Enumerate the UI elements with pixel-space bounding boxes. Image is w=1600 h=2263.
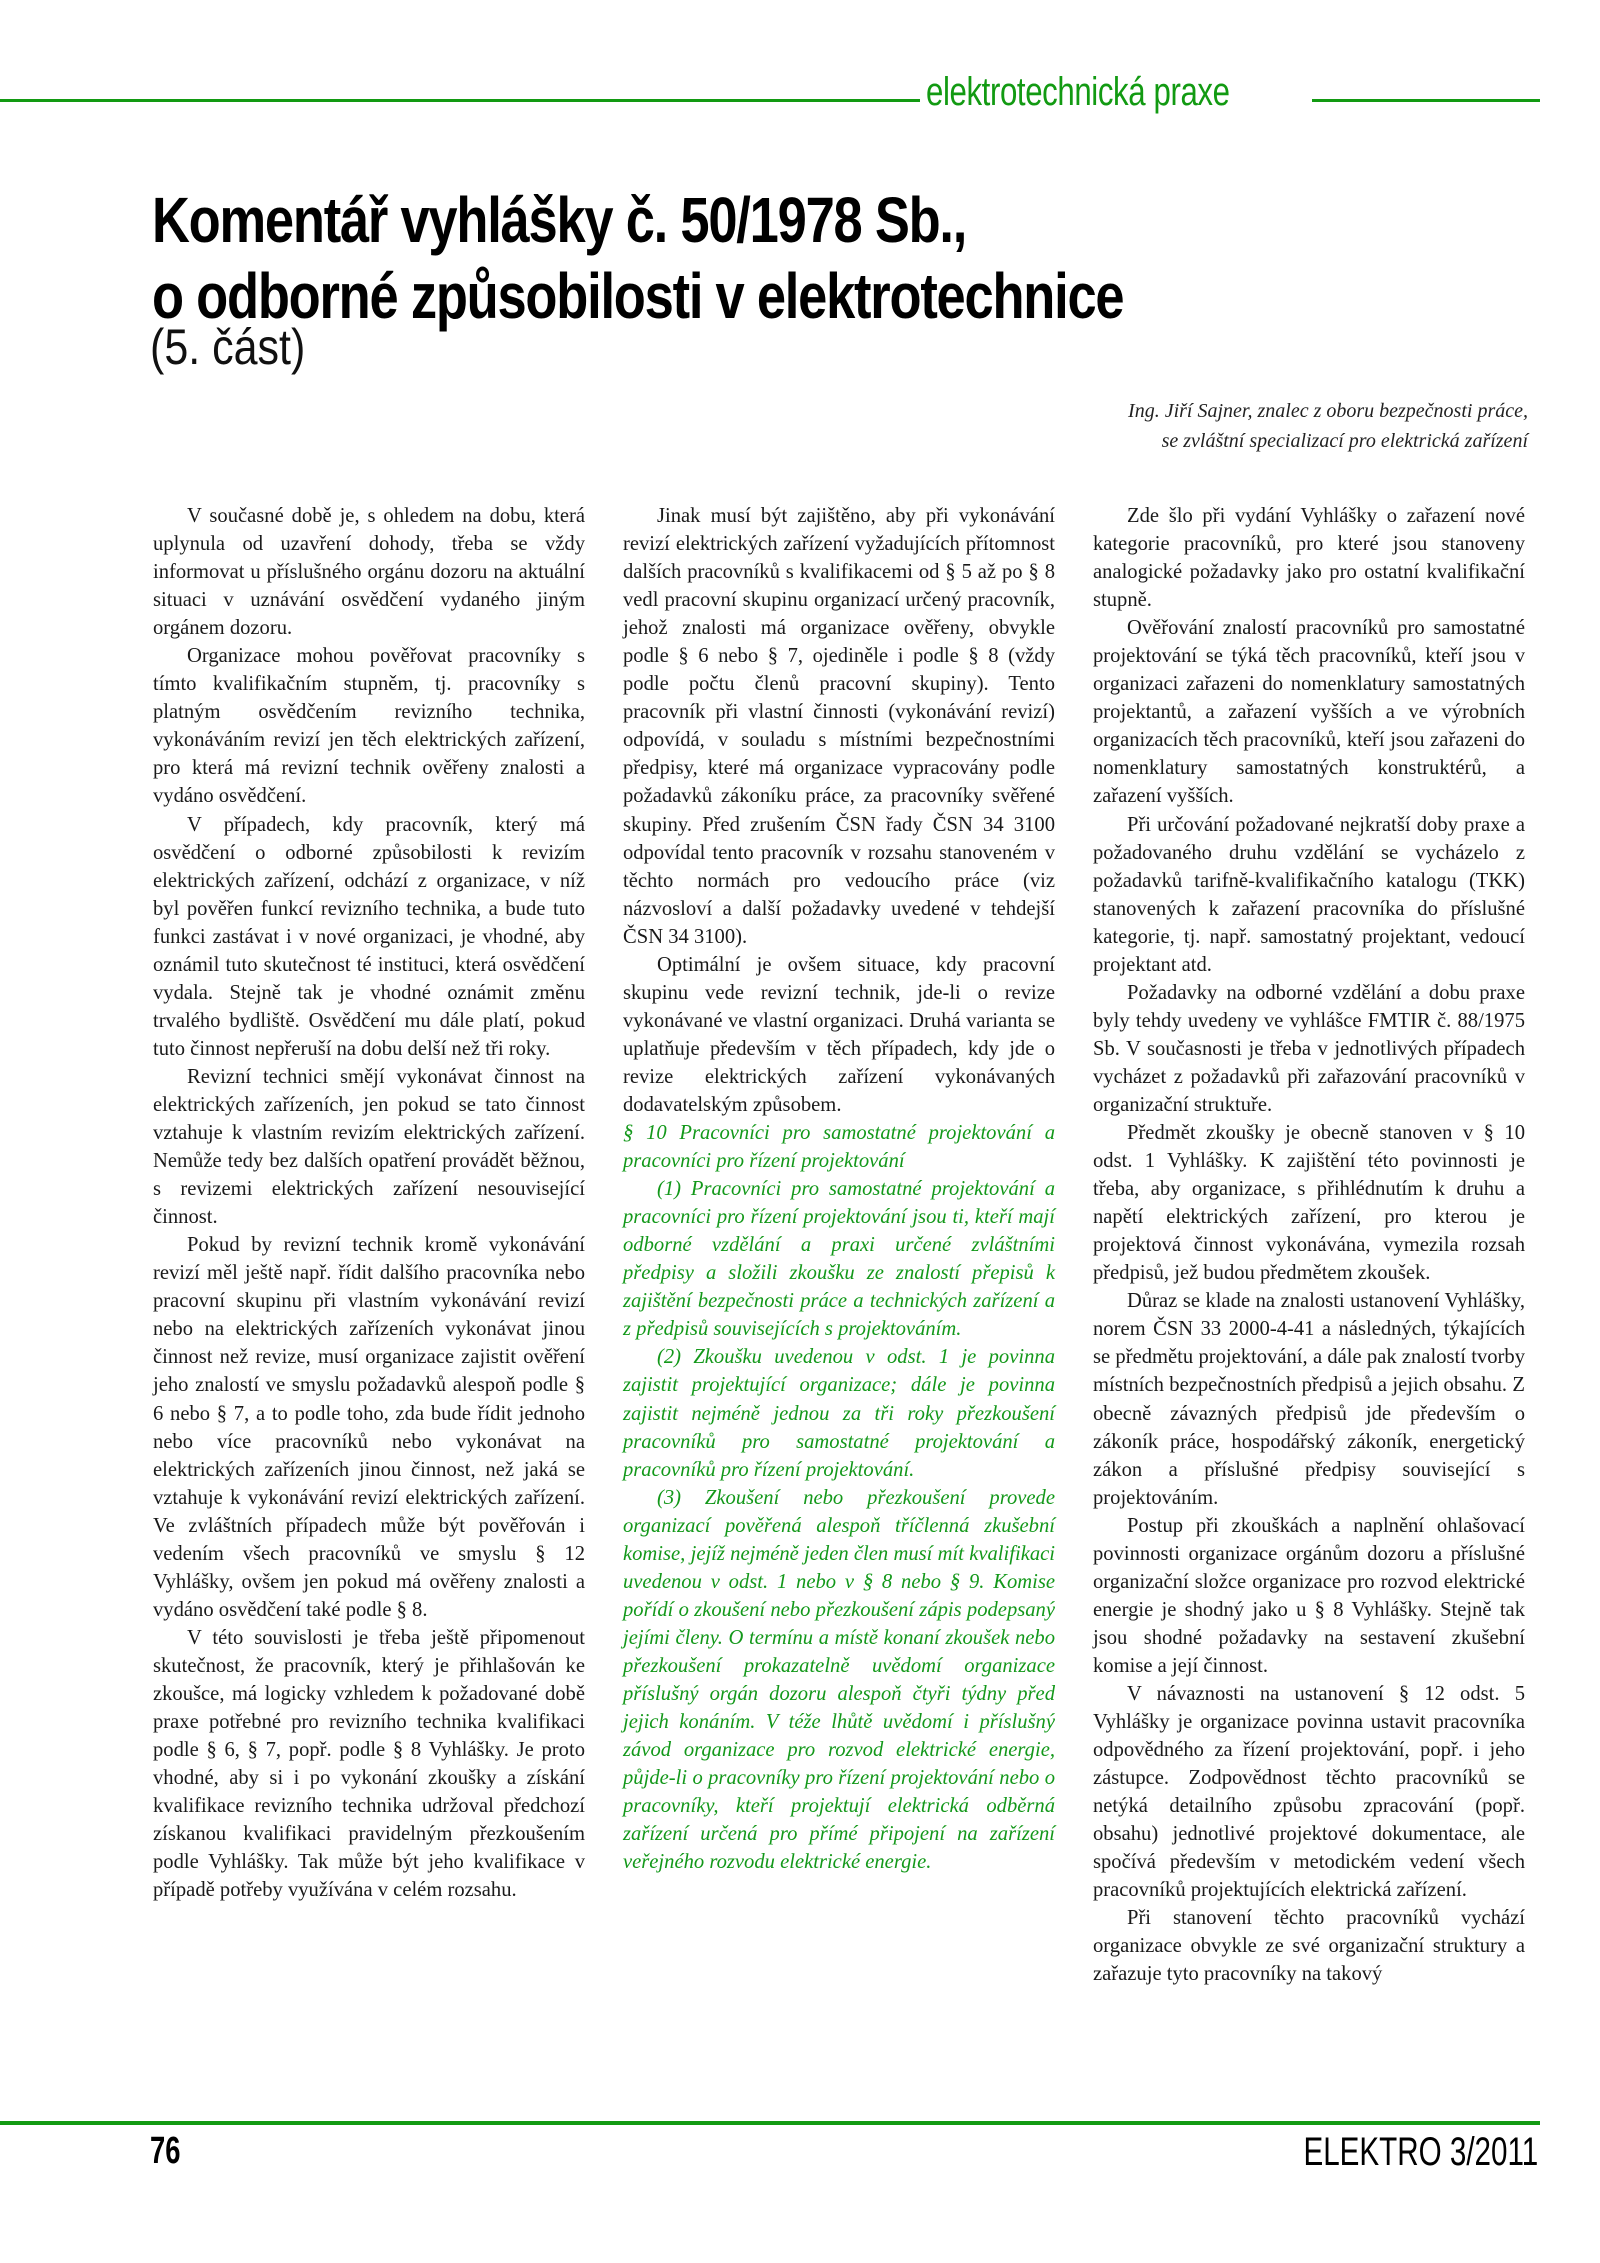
paragraph: Zde šlo při vydání Vyhlášky o zařazení nové kategorie pracovníků, pro které jsou stanoveny analogické požadavky jako pro ostatní kvalifikační stupně. bbox=[1093, 505, 1525, 612]
law-quote-paragraph: (2) Zkoušku uvedenou v odst. 1 je povinna zajistit projektující organizace; dále je povinna zajistit nejméně jednou za tři roky přezkoušení pracovníků pro samostatné projektování a pracovníků pro řízení projektování. bbox=[623, 1346, 1055, 1481]
law-quote-heading: § 10 Pracovníci pro samostatné projektování a pracovníci pro řízení projektování bbox=[623, 1122, 1055, 1173]
law-quote-paragraph: (3) Zkoušení nebo přezkoušení provede organizací pověřená alespoň tříčlenná zkušební komise, jejíž nejméně jeden člen musí mít kvalifikaci uvedenou v odst. 1 nebo v § 8 nebo § 9. Komise pořídí o zkoušení nebo přezkoušení zápis podepsaný jejími členy. O termínu a místě konaní zkoušek nebo přezkoušení prokazatelně uvědomí organizace příslušný orgán dozoru alespoň čtyři týdny před jejich konáním. V téže lhůtě uvědomí i příslušný závod organizace pro rozvod elektrické energie, půjde-li o pracovníky pro řízení projektování nebo o pracovníky, kteří projektují elektrická odběrná zařízení určená pro přímé připojení na zařízení veřejného rozvodu elektrické energie. bbox=[623, 1486, 1055, 1874]
magazine-issue: ELEKTRO 3/2011 bbox=[1303, 2130, 1538, 2174]
title-line-1: Komentář vyhlášky č. 50/1978 Sb., bbox=[152, 184, 967, 256]
paragraph: Optimální je ovšem situace, kdy pracovní skupinu vede revizní technik, jde-li o revize vykonávané ve vlastní organizaci. Druhá varianta se uplatňuje především v těch případech, kdy jde o revize elektrických zařízení vykonávaných dodavatelským způsobem. bbox=[623, 953, 1055, 1116]
title-line-2: o odborné způsobilosti v elektrotechnice bbox=[152, 260, 1124, 332]
law-quote-paragraph: (1) Pracovníci pro samostatné projektování a pracovníci pro řízení projektování jsou ti, kteří mají odborné vzdělání a praxi určené zvláštními předpisy a složili zkoušku ze znalostí přepisů k zajištění bezpečnosti práce a technických zařízení a z předpisů souvisejících s projektováním. bbox=[623, 1178, 1055, 1341]
column-middle bbox=[623, 502, 1055, 1876]
author-line-2: se zvláštní specializací pro elektrická zařízení bbox=[1161, 430, 1528, 452]
section-label: elektrotechnická praxe bbox=[926, 70, 1230, 114]
paragraph: V této souvislosti je třeba ještě připomenout skutečnost, že pracovník, který je přihlašován ke zkoušce, má logicky vzhledem k požadované době praxe potřebné pro revizního technika kvalifikaci podle § 6, § 7, popř. podle § 8 Vyhlášky. Je proto vhodné, aby si i po vykonání zkoušky a získání kvalifikace revizního technika udržoval předchozí získanou kvalifikaci pravidelným přezkoušením podle Vyhlášky. Tak může být jeho kvalifikace v případě potřeby využívána v celém rozsahu. bbox=[153, 1626, 585, 1902]
author-byline bbox=[1128, 396, 1528, 456]
paragraph: Při určování požadované nejkratší doby praxe a požadovaného druhu vzdělání se vycházelo z požadavků tarifně-kvalifikačního katalogu (TKK) stanovených k zařazení pracovníka do příslušné kategorie, tj. např. samostatný projektant, vedoucí projektant atd. bbox=[1093, 813, 1525, 976]
article-part: (5. část) bbox=[150, 319, 306, 375]
paragraph: Jinak musí být zajištěno, aby při vykonávání revizí elektrických zařízení vyžadujících přítomnost dalších pracovníků s kvalifikacemi od § 5 až po § 8 vedl pracovní skupinu organizací určený pracovník, jehož znalosti má organizace ověřeny, obvykle podle § 6 nebo § 7, ojediněle i podle § 8 (vždy podle počtu členů pracovní skupiny). Tento pracovník při vlastní činnosti (vykonávání revizí) odpovídá, v souladu s místními bezpečnostními předpisy, které má organizace vypracovány podle požadavků zákoníku práce, za pracovníky svěřené skupiny. Před zrušením ČSN řady ČSN 34 3100 odpovídal tento pracovník v rozsahu stanoveném v těchto normách pro vedoucího práce (viz názvosloví a další požadavky uvedené v tehdejší ČSN 34 3100). bbox=[623, 505, 1055, 948]
paragraph: Ověřování znalostí pracovníků pro samostatné projektování se týká těch pracovníků, kteří jsou v organizaci zařazeni do nomenklatury samostatných projektantů, a zařazení vyšších a ve výrobních organizacích těch pracovníků, kteří jsou zařazeni do nomenklatury samostatných konstruktérů, a zařazení vyšších. bbox=[1093, 617, 1525, 808]
column-left bbox=[153, 502, 585, 1904]
page-number: 76 bbox=[150, 2130, 181, 2172]
header-rule-right bbox=[1312, 99, 1540, 102]
paragraph: Požadavky na odborné vzdělání a dobu praxe byly tehdy uvedeny ve vyhlášce FMTIR č. 88/1975 Sb. V současnosti je třeba v jednotlivých případech vycházet z požadavků při zařazování pracovníků v organizační struktuře. bbox=[1093, 981, 1525, 1116]
header-rule-left bbox=[0, 99, 920, 102]
paragraph: V návaznosti na ustanovení § 12 odst. 5 Vyhlášky je organizace povinna ustavit pracovníka odpovědného za řízení projektování, popř. i jeho zástupce. Zodpovědnost těchto pracovníků se netýká detailního způsobu zpracování (popř. obsahu) jednotlivé projektové dokumentace, ale spočívá především v metodickém vedení všech pracovníků projektujících elektrická zařízení. bbox=[1093, 1682, 1525, 1902]
paragraph: V současné době je, s ohledem na dobu, která uplynula od uzavření dohody, třeba se vždy informovat u příslušného orgánu dozoru na aktuální situaci v uznávání osvědčení vydaného jiným orgánem dozoru. bbox=[153, 505, 585, 640]
article-title bbox=[152, 182, 1300, 334]
paragraph: Revizní technici smějí vykonávat činnost na elektrických zařízeních, jen pokud se tato činnost vztahuje k vlastním revizím elektrických zařízení. Nemůže tedy bez dalších opatření provádět běžnou, s revizemi elektrických zařízení nesouvisející činnost. bbox=[153, 1065, 585, 1229]
paragraph: V případech, kdy pracovník, který má osvědčení o odborné způsobilosti k revizím elektrických zařízení, odchází z organizace, v níž byl pověřen funkcí revizního technika, a bude tuto funkci zastávat i v nové organizaci, je vhodné, aby oznámil tuto skutečnost té instituci, která osvědčení vydala. Stejně tak je vhodné oznámit změnu trvalého bydliště. Osvědčení mu dále platí, pokud tuto činnost nepřeruší na dobu delší než tři roky. bbox=[153, 813, 585, 1060]
paragraph: Předmět zkoušky je obecně stanoven v § 10 odst. 1 Vyhlášky. K zajištění této povinnosti je třeba, aby organizace, s přihlédnutím k druhu a napětí elektrických zařízení, pro kterou je projektová činnost vykonávána, vymezila rozsah předpisů, jež budou předmětem zkoušek. bbox=[1093, 1122, 1525, 1285]
author-line-1: Ing. Jiří Sajner, znalec z oboru bezpečnosti práce, bbox=[1128, 400, 1528, 422]
paragraph: Důraz se klade na znalosti ustanovení Vyhlášky, norem ČSN 33 2000-4-41 a následných, týkajících se předmětu projektování, a dále pak znalostí tvorby místních bezpečnostních předpisů a jejich obsahu. Z obecně závazných předpisů jde především o zákoník práce, hospodářský zákoník, energetický zákon a příslušné předpisy související s projektováním. bbox=[1093, 1290, 1525, 1509]
paragraph: Postup při zkouškách a naplnění ohlašovací povinnosti organizace orgánům dozoru a příslušné organizační složce organizace pro rozvod elektrické energie je shodný jako u § 8 Vyhlášky. Stejně tak jsou shodné požadavky na sestavení zkušební komise a její činnost. bbox=[1093, 1514, 1525, 1677]
footer-rule bbox=[0, 2121, 1540, 2125]
paragraph: Při stanovení těchto pracovníků vychází organizace obvykle ze své organizační struktury a zařazuje tyto pracovníky na takový bbox=[1093, 1907, 1525, 1986]
paragraph: Organizace mohou pověřovat pracovníky s tímto kvalifikačním stupněm, tj. pracovníky s platným osvědčením revizního technika, vykonáváním revizí jen těch elektrických zařízení, pro která má revizní technik ověřeny znalosti a vydáno osvědčení. bbox=[153, 645, 585, 808]
column-right bbox=[1093, 502, 1525, 1988]
paragraph: Pokud by revizní technik kromě vykonávání revizí měl ještě např. řídit dalšího pracovníka nebo pracovní skupinu při vlastním vykonávání revizí nebo na elektrických zařízeních vykonávat jinou činnost než revize, musí organizace zajistit ověření jeho znalostí ve smyslu požadavků alespoň podle § 6 nebo § 7, a to podle toho, zda bude řídit jednoho nebo více pracovníků nebo vykonávat na elektrických zařízeních jinou činnost, než jaká se vztahuje k vykonávání revizí elektrických zařízení. Ve zvláštních případech může být pověřován i vedením všech pracovníků ve smyslu § 12 Vyhlášky, ovšem jen pokud má ověřeny znalosti a vydáno osvědčení také podle § 8. bbox=[153, 1234, 585, 1621]
